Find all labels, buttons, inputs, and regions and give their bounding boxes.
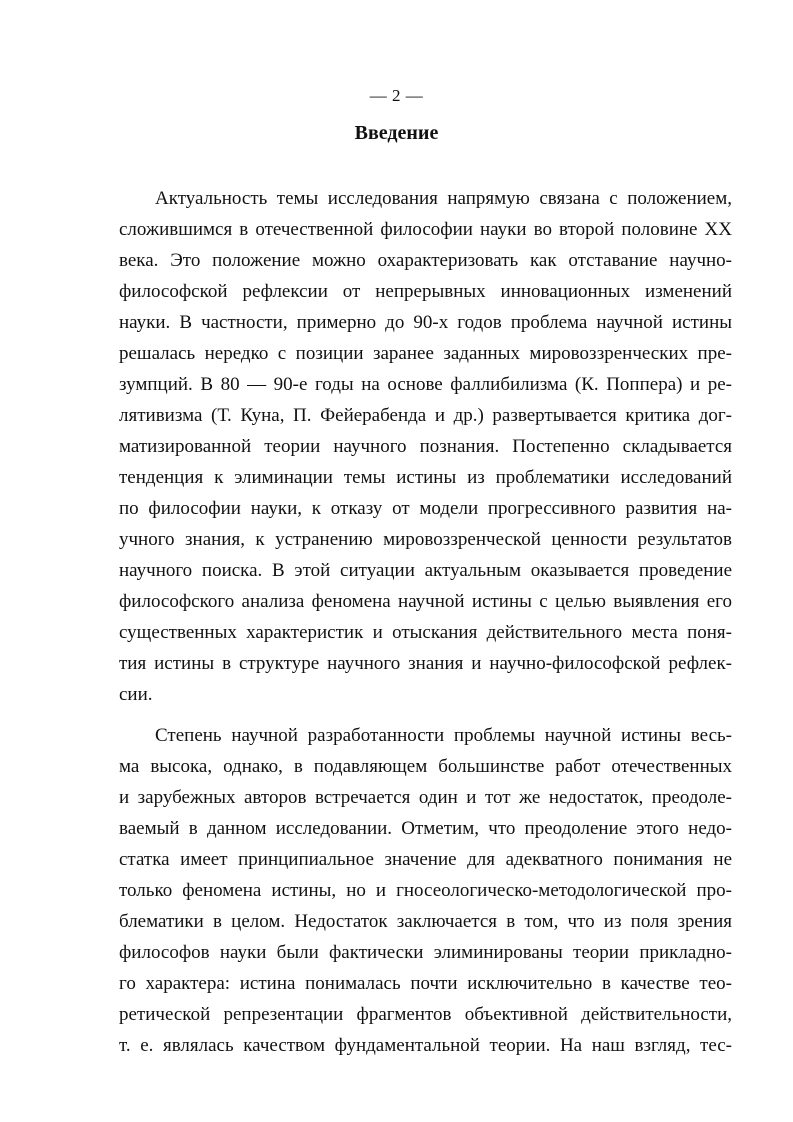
paragraph-relevance [119,183,732,710]
text-line: Актуальность темы исследования напрямую связана с положением, [155,188,732,209]
text-line: научного поиска. В этой ситуации актуальным оказывается проведение [119,560,732,581]
page-number: — 2 — [369,86,424,105]
text-line: только феномена истины, но и гносеологическо-методологической про- [119,880,732,901]
text-line: сии. [119,684,153,705]
text-line: века. Это положение можно охарактеризовать как отставание научно- [119,250,732,271]
text-line: решалась нередко с позиции заранее заданных мировоззренческих пре- [119,343,732,364]
text-line: философской рефлексии от непрерывных инновационных изменений [119,281,732,302]
text-line: ма высока, однако, в подавляющем большинстве работ отечественных [119,756,732,777]
section-title: Введение [354,122,439,144]
text-line: статка имеет принципиальное значение для адекватного понимания не [119,849,732,870]
text-line: тенденция к элиминации темы истины из проблематики исследований [119,467,732,488]
text-line: лятивизма (Т. Куна, П. Фейерабенда и др.) развертывается критика дог- [119,405,732,426]
text-line: тия истины в структуре научного знания и научно-философской рефлек- [119,653,732,674]
text-line: философов науки были фактически элиминированы теории прикладно- [119,942,732,963]
text-line: науки. В частности, примерно до 90-х годов проблема научной истины [119,312,732,333]
text-line: го характера: истина понималась почти исключительно в качестве тео- [119,973,732,994]
body-text [119,183,732,1061]
text-line: зумпций. В 80 — 90-е годы на основе фаллибилизма (К. Поппера) и ре- [119,374,732,395]
text-line: ваемый в данном исследовании. Отметим, что преодоление этого недо- [119,818,732,839]
text-line: сложившимся в отечественной философии науки во второй половине XX [119,219,732,240]
text-line: по философии науки, к отказу от модели прогрессивного развития на- [119,498,732,519]
text-line: учного знания, к устранению мировоззренческой ценности результатов [119,529,732,550]
paragraph-gap [119,710,732,720]
text-line: философского анализа феномена научной истины с целью выявления его [119,591,732,612]
paragraph-research-degree [119,720,732,1061]
text-line: блематики в целом. Недостаток заключается в том, что из поля зрения [119,911,732,932]
text-line: Степень научной разработанности проблемы научной истины весь- [155,725,732,746]
text-line: матизированной теории научного познания. Постепенно складывается [119,436,732,457]
text-line: ретической репрезентации фрагментов объективной действительности, [119,1004,732,1025]
text-line: и зарубежных авторов встречается один и тот же недостаток, преодоле- [119,787,732,808]
text-line: существенных характеристик и отыскания действительного места поня- [119,622,732,643]
text-line: т. е. являлась качеством фундаментальной теории. На наш взгляд, тес- [119,1035,732,1056]
